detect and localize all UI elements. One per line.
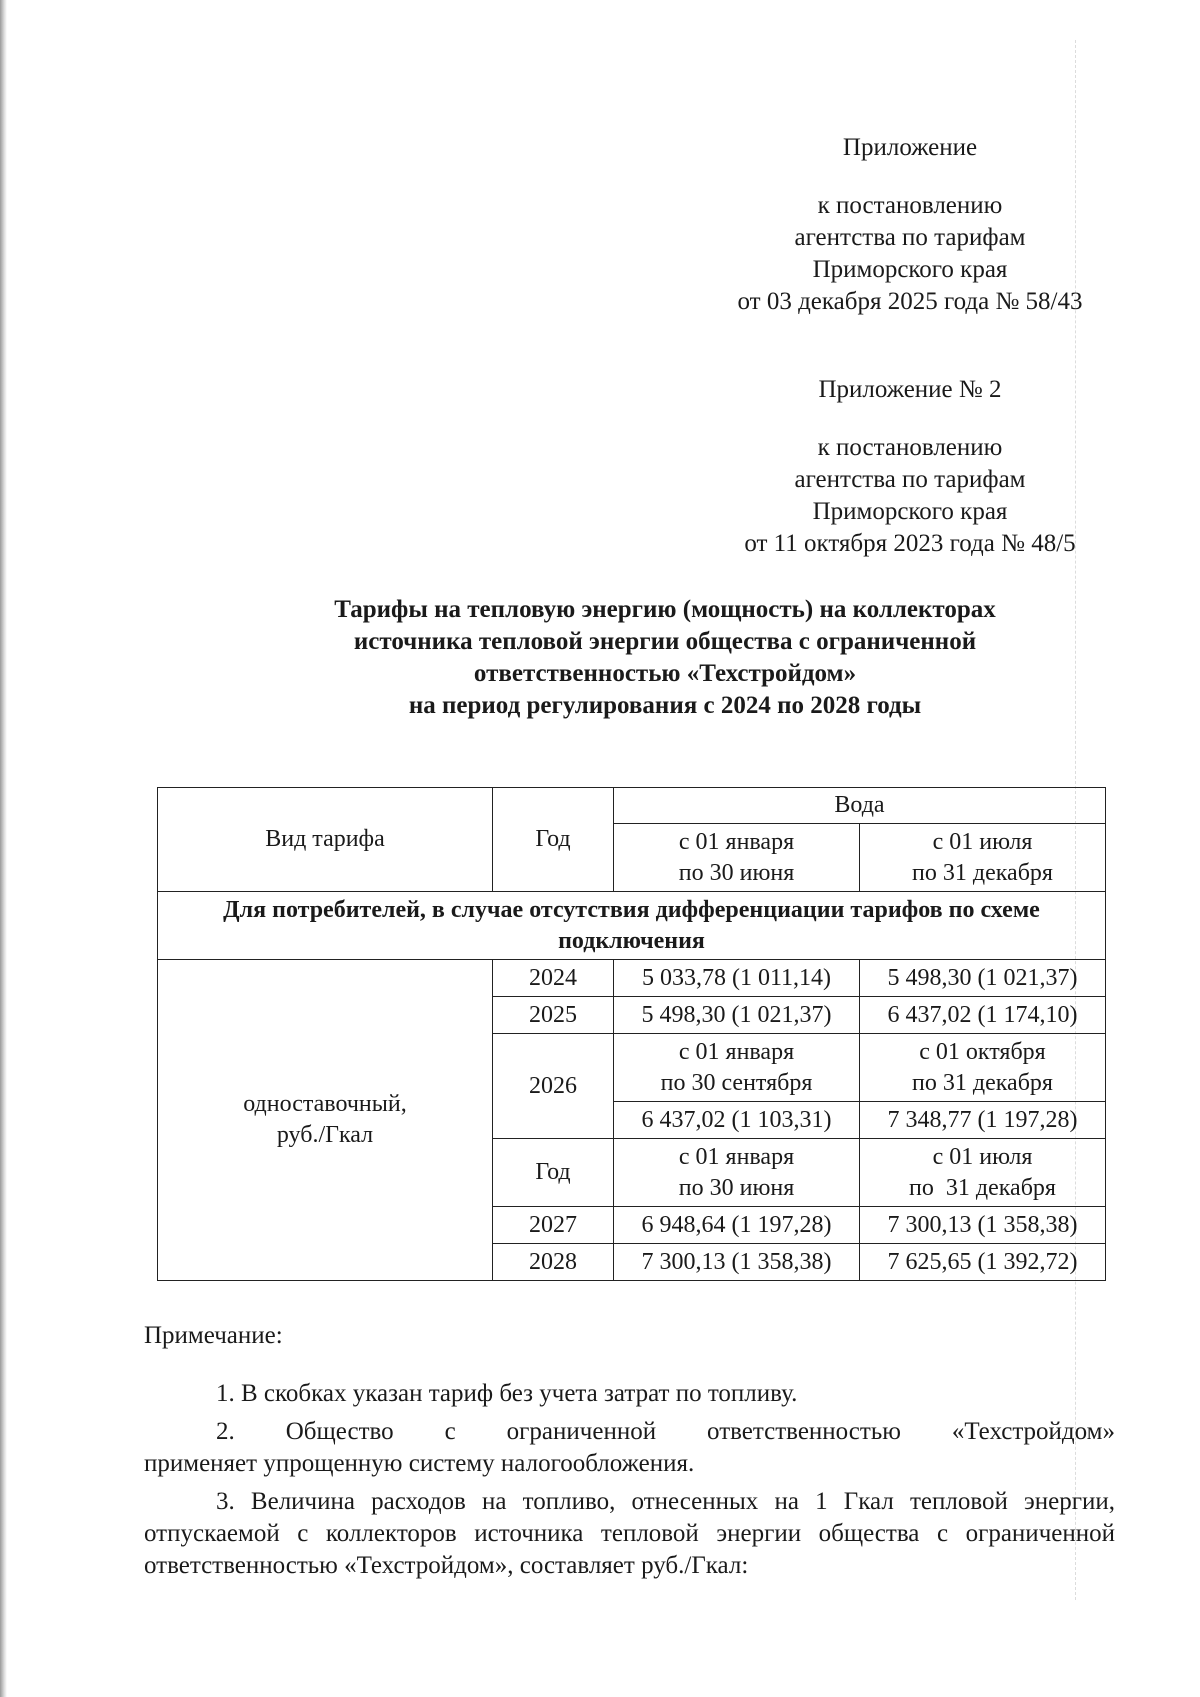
- title-line: Тарифы на тепловую энергию (мощность) на коллекторах: [334, 596, 996, 623]
- tariff-name: одноставочный,: [243, 1091, 407, 1117]
- note-2-continuation: [144, 1448, 1115, 1480]
- value-cell: 7 348,77 (1 197,28): [860, 1102, 1106, 1139]
- tariff-unit: руб./Гкал: [276, 1122, 374, 1148]
- note-1: [144, 1378, 1115, 1410]
- period-cell: [860, 1139, 1106, 1207]
- value-cell: 6 437,02 (1 174,10): [860, 997, 1106, 1034]
- notes-section: [144, 1320, 1115, 1588]
- period-from: с 01 июля: [932, 828, 1033, 855]
- value-cell: 6 437,02 (1 103,31): [614, 1102, 860, 1139]
- note-number: 1.: [216, 1380, 235, 1407]
- appendix-original-line: к постановлению: [817, 434, 1003, 461]
- year-cell: 2024: [493, 960, 614, 997]
- appendix-original-line: Приморского края: [812, 498, 1008, 525]
- header-period-first-half: [614, 824, 860, 892]
- notes-heading: Примечание:: [144, 1322, 283, 1349]
- note-text: Величина расходов на топливо, отнесенных на 1 Гкал тепловой энергии, отпускаемой с коллекторов источника тепловой энергии общества с ограниченной ответственностью «Техстройдом», составляет руб./Гкал:: [144, 1488, 1115, 1579]
- note-text: В скобках указан тариф без учета затрат по топливу.: [241, 1380, 798, 1407]
- value-cell: 5 033,78 (1 011,14): [614, 960, 860, 997]
- year-cell: 2027: [493, 1207, 614, 1244]
- period-from: с 01 октября: [919, 1038, 1046, 1065]
- period-to: по 31 декабря: [909, 1174, 1056, 1201]
- note-number: 2.: [216, 1418, 235, 1445]
- header-water: Вода: [614, 788, 1106, 824]
- note-text: применяет упрощенную систему налогообложения.: [144, 1450, 695, 1477]
- period-to: по 30 июня: [678, 859, 795, 886]
- period-from: с 01 января: [678, 1038, 795, 1065]
- appendix-current-header: [700, 132, 1120, 318]
- title-line: ответственностью «Техстройдом»: [473, 660, 857, 687]
- period-to: по 31 декабря: [912, 859, 1053, 886]
- document-title: [150, 594, 1180, 722]
- period-cell: [860, 1034, 1106, 1102]
- tariff-name-cell: [158, 960, 493, 1281]
- title-line: источника тепловой энергии общества с ограниченной: [353, 628, 977, 655]
- note-3: [144, 1486, 1115, 1582]
- appendix-original-heading: Приложение № 2: [818, 376, 1002, 403]
- period-to: по 31 декабря: [912, 1069, 1053, 1096]
- header-period-second-half: [860, 824, 1106, 892]
- scan-left-edge: [0, 0, 7, 1697]
- tariff-table: [157, 787, 1106, 1281]
- note-2: [144, 1416, 1115, 1448]
- header-tariff-type: Вид тарифа: [158, 788, 493, 892]
- value-cell: 6 948,64 (1 197,28): [614, 1207, 860, 1244]
- table-header-row: [158, 788, 1106, 824]
- appendix-current-date: от 03 декабря 2025 года № 58/43: [737, 288, 1083, 315]
- period-from: с 01 июля: [932, 1143, 1033, 1170]
- period-cell: [614, 1139, 860, 1207]
- value-cell: 7 625,65 (1 392,72): [860, 1244, 1106, 1281]
- appendix-current-line: агентства по тарифам: [794, 224, 1026, 251]
- appendix-current-line: Приморского края: [812, 256, 1008, 283]
- year-cell: 2026: [493, 1034, 614, 1139]
- value-cell: 7 300,13 (1 358,38): [614, 1244, 860, 1281]
- period-cell: [614, 1034, 860, 1102]
- appendix-current-line: к постановлению: [817, 192, 1003, 219]
- note-text: Общество с ограниченной ответственностью «Техстройдом»: [285, 1418, 1116, 1445]
- appendix-original-date: от 11 октября 2023 года № 48/5: [744, 530, 1076, 557]
- period-to: по 30 сентября: [660, 1069, 813, 1096]
- appendix-original-header: [700, 374, 1120, 560]
- year-cell: 2025: [493, 997, 614, 1034]
- value-cell: 7 300,13 (1 358,38): [860, 1207, 1106, 1244]
- value-cell: 5 498,30 (1 021,37): [614, 997, 860, 1034]
- period-to: по 30 июня: [678, 1174, 795, 1201]
- title-line: на период регулирования с 2024 по 2028 годы: [408, 692, 922, 719]
- appendix-original-line: агентства по тарифам: [794, 466, 1026, 493]
- section-row: [158, 892, 1106, 960]
- note-number: 3.: [216, 1488, 235, 1515]
- period-from: с 01 января: [678, 1143, 795, 1170]
- table-row: [158, 960, 1106, 997]
- year-cell: 2028: [493, 1244, 614, 1281]
- header-year: Год: [493, 788, 614, 892]
- appendix-current-heading: Приложение: [842, 134, 978, 161]
- value-cell: 5 498,30 (1 021,37): [860, 960, 1106, 997]
- period-from: с 01 января: [678, 828, 795, 855]
- subheader-year: Год: [493, 1139, 614, 1207]
- section-title: Для потребителей, в случае отсутствия дифференциации тарифов по схеме подключения: [158, 892, 1106, 960]
